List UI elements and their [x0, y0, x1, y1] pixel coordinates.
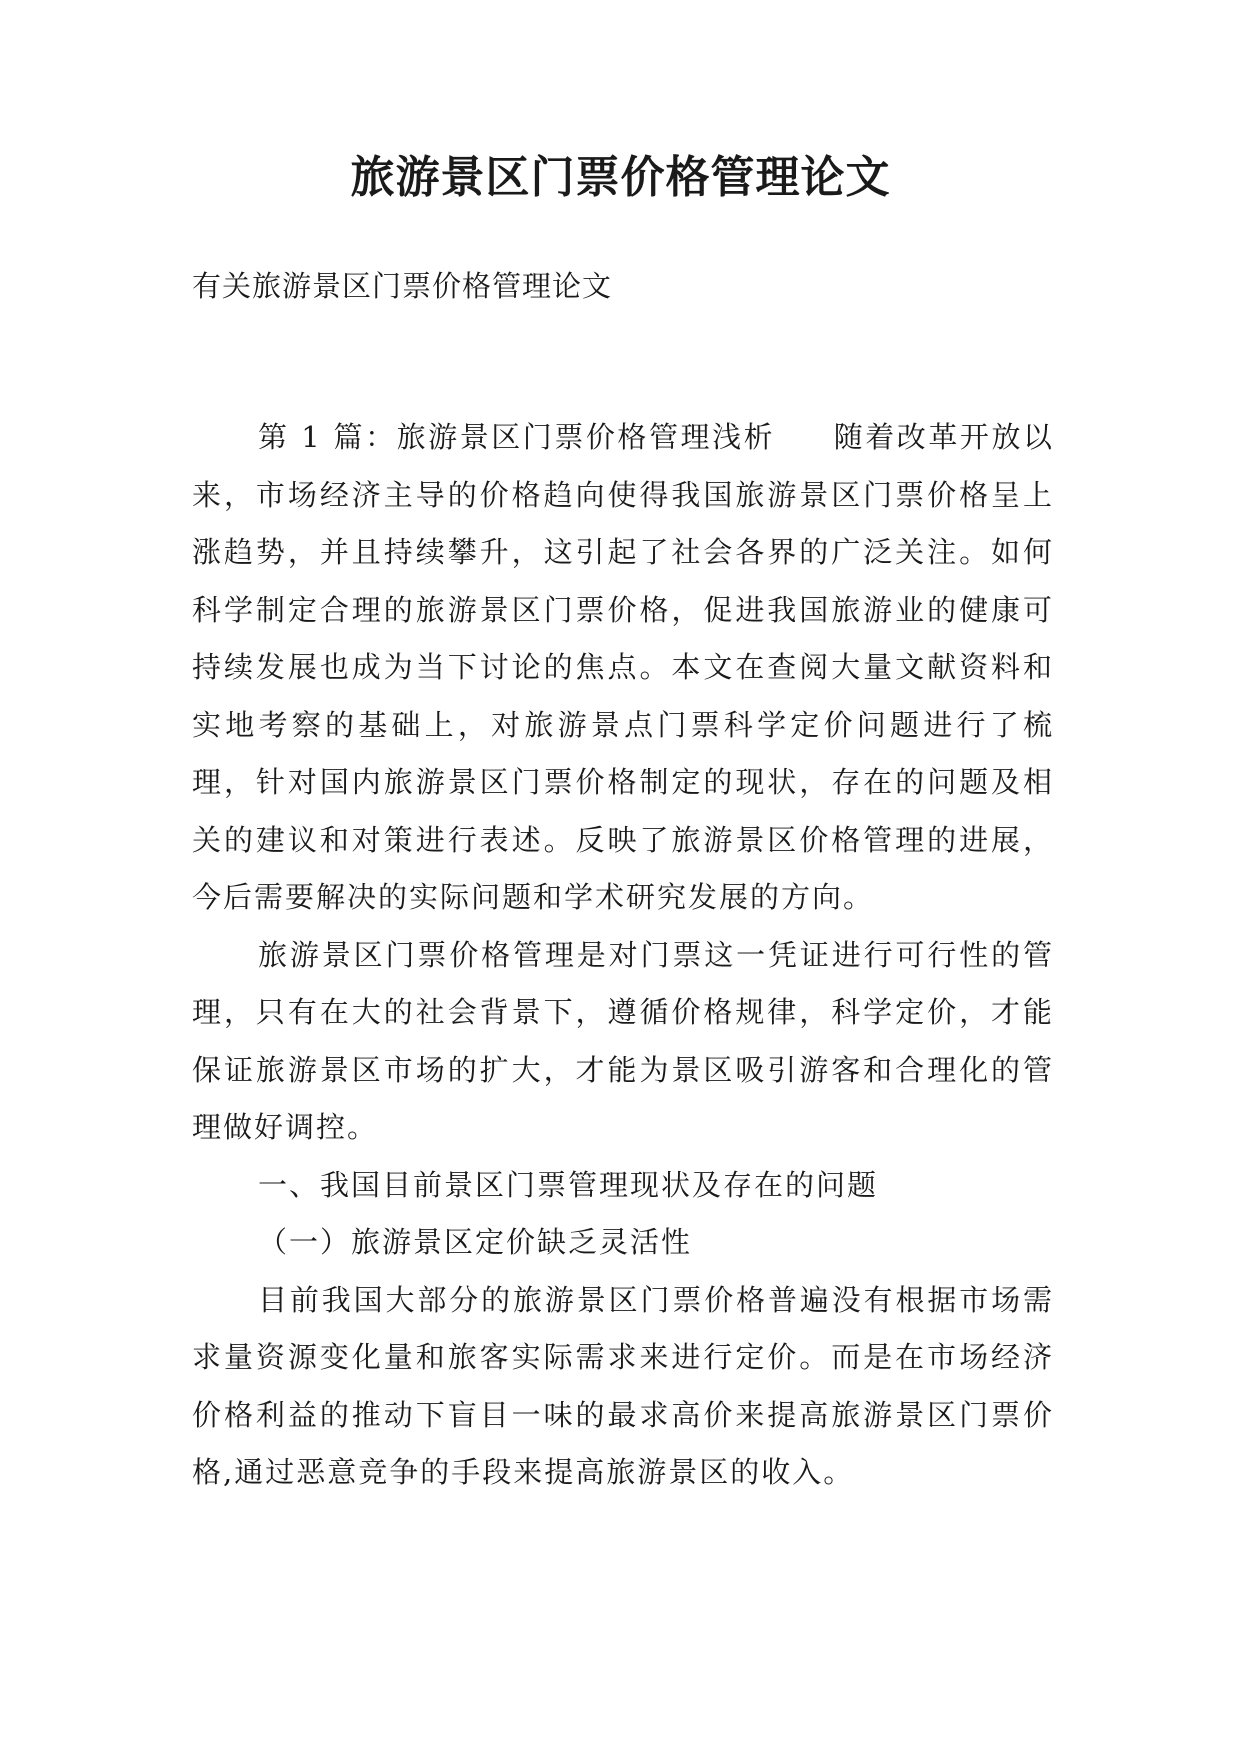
paragraph-1	[192, 409, 1054, 927]
document-subtitle: 有关旅游景区门票价格管理论文	[192, 269, 613, 303]
paragraph-2: 旅游景区门票价格管理是对门票这一凭证进行可行性的管理，只有在大的社会背景下，遵循价格规律，科学定价，才能保证旅游景区市场的扩大，才能为景区吸引游客和合理化的管理做好调控。	[192, 937, 1054, 1144]
paragraph-1-body: 随着改革开放以来，市场经济主导的价格趋向使得我国旅游景区门票价格呈上涨趋势，并且持续攀升，这引起了社会各界的广泛关注。如何科学制定合理的旅游景区门票价格，促进我国旅游业的健康可持续发展也成为当下讨论的焦点。本文在查阅大量文献资料和实地考察的基础上，对旅游景点门票科学定价问题进行了梳理，针对国内旅游景区门票价格制定的现状，存在的问题及相关的建议和对策进行表述。反映了旅游景区价格管理的进展，今后需要解决的实际问题和学术研究发展的方向。	[192, 420, 1054, 914]
section-heading-1: 一、我国目前景区门票管理现状及存在的问题	[258, 1167, 879, 1202]
subsection-heading-1: （一）旅游景区定价缺乏灵活性	[258, 1225, 693, 1259]
document-body	[192, 409, 1054, 1502]
paragraph-1-heading: 第 1 篇：旅游景区门票价格管理浅析	[258, 420, 776, 454]
document-title: 旅游景区门票价格管理论文	[350, 152, 891, 203]
paragraph-5: 目前我国大部分的旅游景区门票价格普遍没有根据市场需求量资源变化量和旅客实际需求来进行定价。而是在市场经济价格利益的推动下盲目一味的最求高价来提高旅游景区门票价格,通过恶意竞争的手段来提高旅游景区的收入。	[192, 1282, 1054, 1489]
